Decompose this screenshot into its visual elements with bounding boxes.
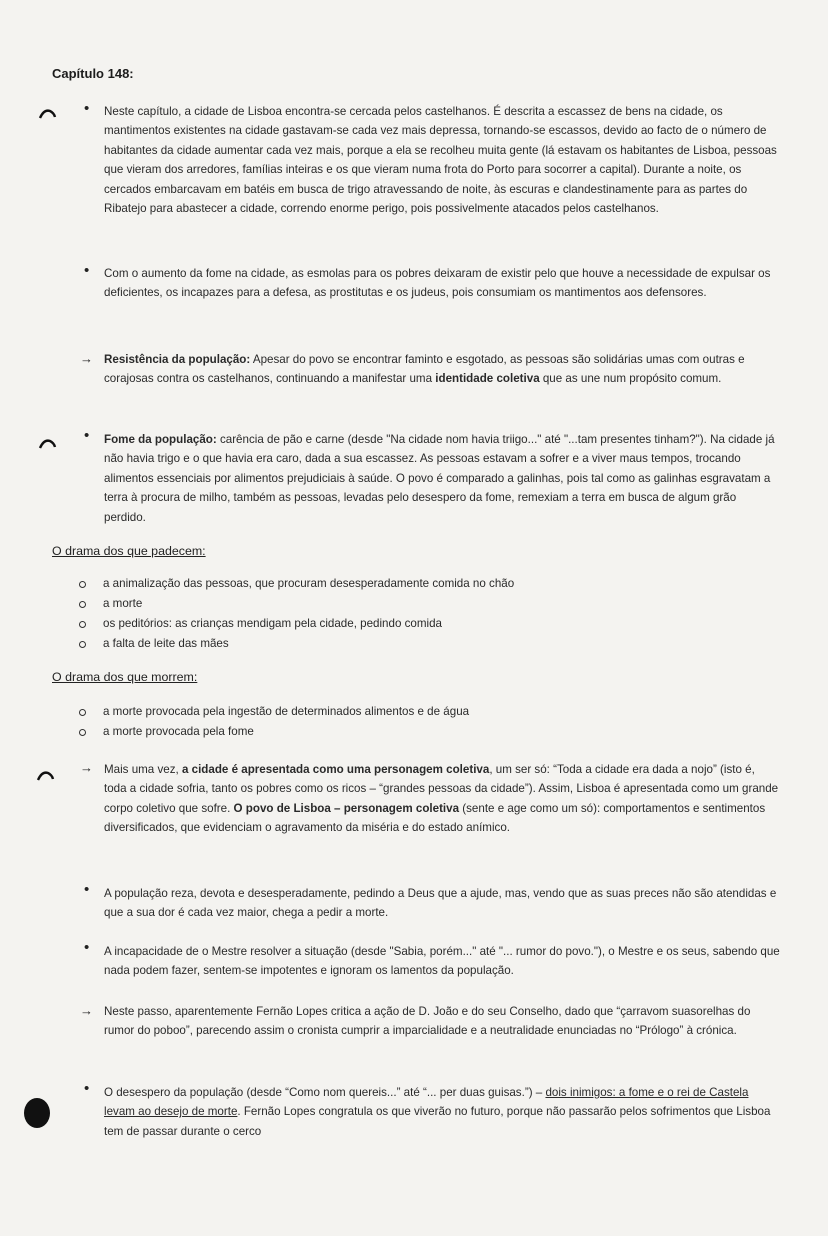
paragraph-8: Neste passo, aparentemente Fernão Lopes critica a ação de D. João e do seu Conselho, dado que “çarravom suasorelhas do rumor do poboo”, parecendo assim o cronista cumprir a imparcialidade e a neutralidade enunciadas no “Prólogo” à crónica. bbox=[104, 1005, 751, 1038]
paragraph-6: A população reza, devota e desesperadamente, pedindo a Deus que a ajude, mas, vendo que as suas preces não são atendidas e que a sua dor é cada vez maior, chega a pedir a morte. bbox=[104, 887, 777, 920]
paragraph-9-text-1: O desespero da população (desde “Como nom quereis...” até “... per duas guisas.”) – bbox=[104, 1086, 546, 1099]
bullet-icon: • bbox=[84, 262, 90, 279]
list-item: os peditórios: as crianças mendigam pela cidade, pedindo comida bbox=[103, 617, 442, 630]
arrow-icon: → bbox=[80, 760, 93, 775]
bullet-icon: • bbox=[84, 1080, 90, 1097]
people-of-lisbon-term: O povo de Lisboa – personagem coletiva bbox=[233, 801, 460, 815]
circle-bullet-icon bbox=[79, 641, 86, 648]
paragraph-3-text-2: que as une num propósito comum. bbox=[539, 372, 722, 386]
resistance-label: Resistência da população: bbox=[104, 353, 251, 366]
paragraph-9-text-2: . Fernão Lopes congratula os que viverão no futuro, porque não passarão pelos sofrimentos que Lisboa tem de passar durante o cerco bbox=[104, 1105, 771, 1138]
paragraph-5-text-1: Mais uma vez, bbox=[104, 763, 182, 776]
paragraph-4-text: carência de pão e carne (desde "Na cidade nom havia triigo..." até "...tam presentes tinham?"). Na cidade já não havia trigo e o que havia era caro, dada a sua escassez. As pessoas estavam a sofrer e a viver maus tempos, trocando alimentos essenciais por alimentos prejudiciais à saúde. O povo é comparado a galinhas, pois tal como as galinhas esgravatam a terra à procura de milho, também as pessoas, levadas pelo desespero da fome, remexiam a terra em busca de algum grão perdido. bbox=[104, 433, 775, 524]
paragraph-3-text-1: Apesar do povo se encontrar faminto e esgotado, as pessoas são solidárias umas com outras e corajosas contra os castelhanos, continuando a manifestar uma bbox=[104, 353, 745, 386]
list-item: a morte bbox=[103, 597, 143, 610]
list-item: a morte provocada pela fome bbox=[103, 725, 254, 738]
paragraph-7: A incapacidade de o Mestre resolver a situação (desde "Sabia, porém..." até "... rumor do povo."), o Mestre e os seus, sabendo que nada podem fazer, sentem-se impotentes e ignoram os lamentos da população. bbox=[104, 945, 780, 978]
punch-hole bbox=[24, 1098, 50, 1128]
list-item: a falta de leite das mães bbox=[103, 637, 229, 650]
bullet-icon: • bbox=[84, 939, 90, 956]
arrow-icon: → bbox=[80, 1003, 93, 1018]
collective-character-term: a cidade é apresentada como uma personagem coletiva bbox=[181, 763, 490, 776]
arrow-icon: → bbox=[80, 351, 93, 366]
section-title-die: O drama dos que morrem: bbox=[52, 670, 198, 684]
pen-mark-icon bbox=[38, 108, 58, 120]
list-item: a morte provocada pela ingestão de determinados alimentos e de água bbox=[103, 705, 470, 718]
pen-mark-icon bbox=[36, 770, 56, 782]
bullet-icon: • bbox=[84, 100, 90, 117]
circle-bullet-icon bbox=[79, 601, 86, 608]
paragraph-5-text-2: , um ser só: “Toda a cidade era dada a nojo” (isto é, toda a cidade sofria, tanto os pobres como os ricos – “grandes pessoas da cidade”). Assim, Lisboa é apresentada como um grande corpo coletivo que sofre. bbox=[104, 763, 779, 815]
paragraph-4 bbox=[104, 430, 780, 527]
circle-bullet-icon bbox=[79, 729, 86, 736]
paragraph-1: Neste capítulo, a cidade de Lisboa encontra-se cercada pelos castelhanos. É descrita a escassez de bens na cidade, os mantimentos existentes na cidade gastavam-se cada vez mais depressa, tornando-se escassos, devido ao facto de o número de habitantes da cidade aumentar cada vez mais, porque a ela se recolheu muita gente (lá estavam os habitantes de Lisboa, pessoas que vieram dos arredores, famílias inteiras e os que vieram numa frota do Porto para socorrer a capital). Durante a noite, os cercados embarcavam em batéis em busca de trigo atravessando de noite, às escuras e clandestinamente para as partes do Ribatejo para abastecer a cidade, correndo enorme perigo, pois possivelmente atacados pelos castelhanos. bbox=[104, 105, 777, 216]
paragraph-2: Com o aumento da fome na cidade, as esmolas para os pobres deixaram de existir pelo que houve a necessidade de expulsar os deficientes, os incapazes para a defesa, as prostitutas e os judeus, pois consumiam os mantimentos aos defensores. bbox=[104, 267, 771, 300]
paragraph-9 bbox=[104, 1083, 780, 1141]
paragraph-3 bbox=[104, 350, 780, 389]
list-item: a animalização das pessoas, que procuram desesperadamente comida no chão bbox=[103, 577, 515, 590]
collective-identity-term: identidade coletiva bbox=[435, 372, 540, 386]
circle-bullet-icon bbox=[79, 581, 86, 588]
two-enemies-phrase: dois inimigos: a fome e o rei de Castela levam ao desejo de morte bbox=[104, 1086, 749, 1119]
circle-bullet-icon bbox=[79, 621, 86, 628]
chapter-heading: Capítulo 148: bbox=[52, 66, 134, 81]
pen-mark-icon bbox=[38, 438, 58, 450]
bullet-icon: • bbox=[84, 427, 90, 444]
circle-bullet-icon bbox=[79, 709, 86, 716]
section-title-suffer: O drama dos que padecem: bbox=[52, 544, 206, 558]
hunger-label: Fome da população: bbox=[104, 433, 217, 446]
bullet-icon: • bbox=[84, 881, 90, 898]
paragraph-5-text-3: (sente e age como um só): comportamentos e sentimentos diversificados, que evidenciam o agravamento da miséria e do estado anímico. bbox=[104, 801, 766, 835]
paragraph-5 bbox=[104, 760, 780, 838]
